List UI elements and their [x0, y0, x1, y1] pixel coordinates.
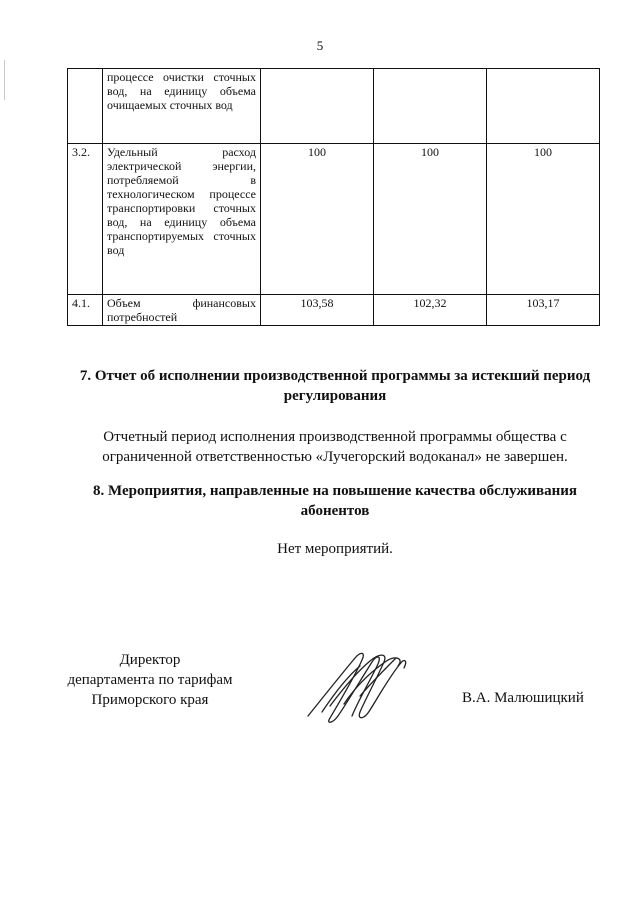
row-value-2: 100	[374, 144, 487, 295]
section-7-heading: 7. Отчет об исполнении производственной программы за истекший период регулирования	[79, 368, 591, 404]
section-8-text: Нет мероприятий.	[277, 541, 393, 557]
page-number: 5	[316, 38, 324, 53]
table-row	[68, 69, 600, 144]
signatory-title-line-2: департамента по тарифам	[67, 672, 233, 688]
scan-edge	[4, 60, 5, 100]
signatory-title	[55, 650, 245, 710]
signatory-name: В.А. Малюшицкий	[462, 690, 584, 706]
row-value-2	[374, 69, 487, 144]
row-value-1: 100	[261, 144, 374, 295]
section-7-text: Отчетный период исполнения производственной программы общества с ограниченной ответственностью «Лучегорский водоканал» не завершен.	[102, 429, 568, 465]
row-number	[68, 69, 103, 144]
table-row	[68, 144, 600, 295]
indicators-table	[67, 68, 600, 326]
row-number: 3.2.	[68, 144, 103, 295]
signatory-title-line-3: Приморского края	[91, 692, 209, 708]
row-description: процессе очистки сточных вод, на единицу объема очищаемых сточных вод	[103, 69, 261, 144]
signatory-title-line-1: Директор	[119, 652, 181, 668]
row-value-3: 100	[487, 144, 600, 295]
row-value-3	[487, 69, 600, 144]
row-value-3: 103,17	[487, 295, 600, 326]
row-number: 4.1.	[68, 295, 103, 326]
row-description: Объем финансовых потребностей	[103, 295, 261, 326]
table-row	[68, 295, 600, 326]
section-8-heading: 8. Мероприятия, направленные на повышение качества обслуживания абонентов	[92, 483, 577, 519]
row-value-1: 103,58	[261, 295, 374, 326]
row-value-2: 102,32	[374, 295, 487, 326]
handwritten-signature	[300, 646, 420, 726]
row-value-1	[261, 69, 374, 144]
row-description: Удельный расход электрической энергии, потребляемой в технологическом процессе транспортировки сточных вод, на единицу объема транспортируемых сточных вод	[103, 144, 261, 295]
